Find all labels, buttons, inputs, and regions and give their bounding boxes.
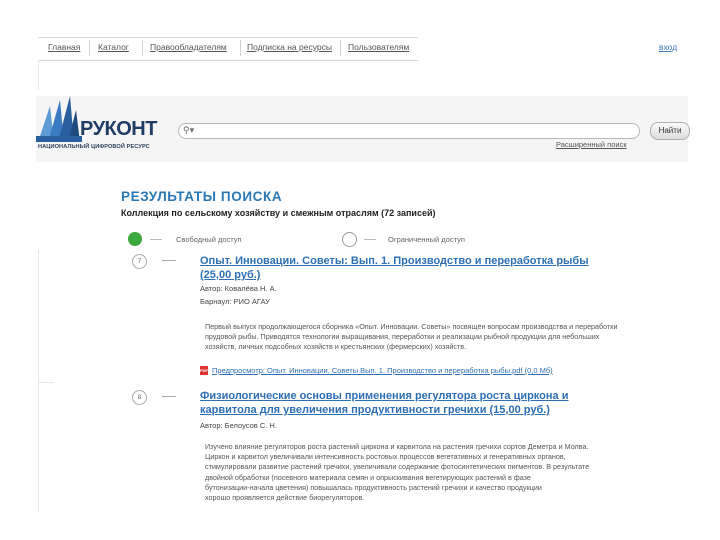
result-divider bbox=[162, 260, 176, 261]
description-line: хозяйств, личных подсобных хозяйств и крестьянских (фермерских) хозяйств. bbox=[205, 342, 467, 352]
nav-divider bbox=[240, 40, 241, 56]
description-line: Циркон и карвитол увеличивали интенсивность ростовых процессов вегетативных и генеративных органов, bbox=[205, 452, 566, 462]
nav-link-home[interactable]: Главная bbox=[48, 42, 81, 52]
result-description bbox=[205, 442, 693, 503]
restricted-access-icon bbox=[342, 232, 357, 247]
result-title[interactable] bbox=[200, 254, 589, 282]
page-title: РЕЗУЛЬТАТЫ ПОИСКА bbox=[121, 189, 283, 204]
result-number: 8 bbox=[132, 390, 147, 405]
collection-label: Коллекция по сельскому хозяйству и смежным отраслям (72 записей) bbox=[121, 208, 436, 218]
result-publisher: Барнаул: РИО АГАУ bbox=[200, 297, 270, 306]
description-line: Первый выпуск продолжающегося сборника «Опыт. Инновации. Советы» посвящён вопросам производства и переработки bbox=[205, 322, 618, 331]
description-line: бутонизации-начала цветения) повышалась продуктивность растений гречихи и качество продукции bbox=[205, 482, 542, 492]
advanced-search-link[interactable]: Расширенный поиск bbox=[556, 140, 627, 149]
nav-link-users[interactable]: Пользователям bbox=[348, 42, 410, 52]
legend-paid-label: Ограниченный доступ bbox=[388, 235, 465, 244]
logo-mark-icon bbox=[36, 96, 84, 146]
logo-name: РУКОНТ bbox=[80, 118, 157, 140]
login-link[interactable]: вход bbox=[659, 42, 678, 52]
description-line: Изучено влияние регуляторов роста растений циркона и карвитола на растения гречихи сортов Деметра и Молва. bbox=[205, 442, 589, 451]
legend-divider bbox=[364, 239, 376, 240]
result-author: Автор: Белоусов С. Н. bbox=[200, 421, 277, 430]
description-line: прудовой рыбы. Приводятся технологии выращивания, переработки и реализации рыбной продукции для небольших bbox=[205, 332, 600, 342]
nav-divider bbox=[89, 40, 90, 56]
nav-divider bbox=[142, 40, 143, 56]
result-author: Автор: Ковалёва Н. А. bbox=[200, 284, 277, 293]
nav-divider bbox=[340, 40, 341, 56]
search-icon: ⚲▾ bbox=[183, 125, 195, 135]
result-title[interactable] bbox=[200, 389, 568, 417]
logo-tagline: НАЦИОНАЛЬНЫЙ ЦИФРОВОЙ РЕСУРС bbox=[38, 144, 150, 150]
top-nav bbox=[38, 37, 418, 61]
preview-link[interactable]: Предпросмотр: Опыт. Инновации. Советы Вып. 1. Производство и переработка рыбы.pdf (0,0 Мб) bbox=[212, 366, 553, 375]
result-description bbox=[205, 322, 693, 353]
legend-divider bbox=[150, 239, 162, 240]
separator bbox=[38, 382, 54, 383]
pdf-icon: PDF bbox=[200, 368, 208, 373]
nav-link-rightholders[interactable]: Правообладателям bbox=[150, 42, 227, 52]
description-line: хорошо проявляется действие биорегуляторов. bbox=[205, 493, 365, 503]
result-title-line: Физиологические основы применения регулятора роста циркона и bbox=[200, 390, 569, 402]
nav-link-catalog[interactable]: Каталог bbox=[98, 42, 129, 52]
result-title-line: (25,00 руб.) bbox=[200, 269, 261, 281]
search-input[interactable] bbox=[178, 123, 640, 139]
legend-free-label: Свободный доступ bbox=[176, 235, 242, 244]
result-number: 7 bbox=[132, 254, 147, 269]
logo[interactable] bbox=[36, 96, 176, 158]
page-border bbox=[38, 60, 39, 90]
result-title-line: карвитола для увеличения продуктивности гречихи (15,00 руб.) bbox=[200, 404, 550, 416]
result-title-line: Опыт. Инновации. Советы: Вып. 1. Производство и переработка рыбы bbox=[200, 255, 589, 267]
page-border bbox=[38, 250, 39, 512]
result-divider bbox=[162, 396, 176, 397]
free-access-icon bbox=[128, 232, 142, 246]
search-button[interactable]: Найти bbox=[650, 122, 690, 140]
description-line: стимулировали развитие растений гречихи, увеличивали содержание фотосинтетических пигментов. В результате bbox=[205, 462, 590, 472]
description-line: двойной обработки (посевного материала семян и опрыскивания вегетирующих растений в фазе bbox=[205, 472, 531, 482]
nav-link-subscription[interactable]: Подписка на ресурсы bbox=[247, 42, 332, 52]
